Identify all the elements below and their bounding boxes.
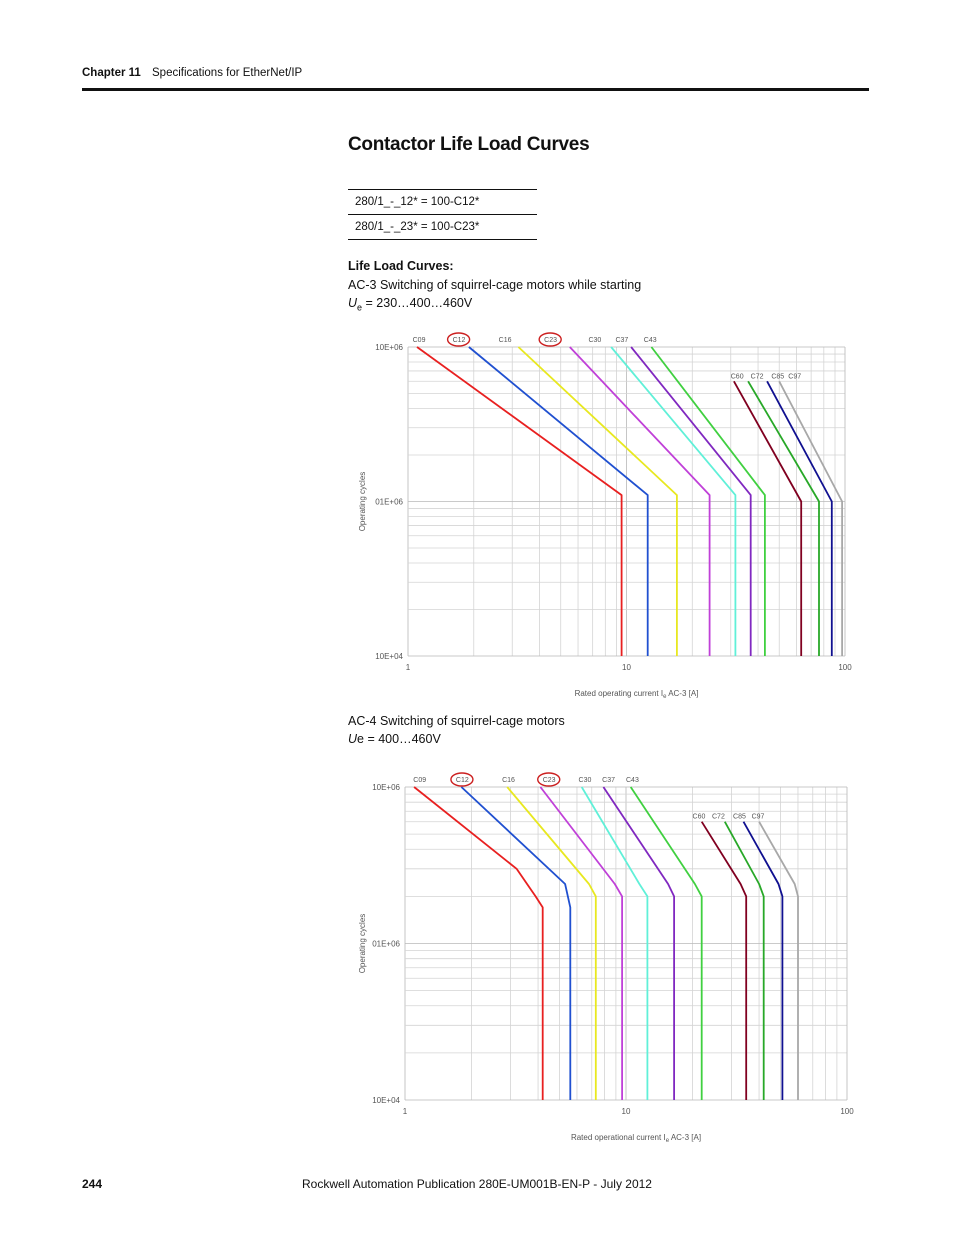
series-label-c97: C97 [751, 813, 765, 821]
ac4-caption: AC-4 Switching of squirrel-cage motors [348, 714, 565, 728]
y-tick-label: 10E+04 [375, 652, 403, 661]
series-line-c72 [725, 822, 764, 1100]
series-label-c12: C12 [452, 337, 466, 344]
series-label-c12: C12 [455, 777, 469, 784]
y-tick-label: 10E+04 [372, 1096, 400, 1105]
life-load-heading: Life Load Curves: [348, 259, 454, 273]
x-axis-label-main: Rated operational current I [570, 1133, 666, 1142]
ac3-caption: AC-3 Switching of squirrel-cage motors while starting [348, 278, 642, 292]
grid [405, 787, 847, 1100]
catalog-mapping-table [348, 189, 537, 240]
x-tick-label: 1 [405, 663, 411, 672]
x-tick-label: 10 [621, 1107, 631, 1116]
series-label-c72: C72 [712, 813, 725, 821]
series-label-c85: C85 [771, 373, 785, 381]
y-axis-label: Operating cycles [358, 471, 367, 532]
series-label-c97: C97 [788, 373, 802, 381]
series-label-c16: C16 [502, 777, 515, 784]
y-tick-label: 10E+06 [372, 783, 400, 792]
series-label-c30: C30 [588, 337, 602, 344]
x-axis-label [575, 689, 699, 700]
series-label-c37: C37 [602, 777, 615, 784]
table-cell: 280/1_-_23* = 100-C23* [348, 215, 537, 240]
ac3-voltage [348, 296, 472, 313]
header-rule [82, 88, 869, 91]
series-label-c60: C60 [692, 813, 706, 821]
voltage-subscript: e [357, 302, 363, 313]
x-axis-label-sub: e [665, 1138, 670, 1143]
voltage-symbol: U [348, 732, 358, 746]
ac4-voltage [348, 732, 441, 749]
ac3-life-load-chart [355, 330, 860, 705]
x-axis-label-sub: e [663, 694, 667, 700]
series-label-c09: C09 [413, 777, 427, 784]
series-line-c60 [734, 381, 801, 656]
chapter-label: Chapter 11 [82, 67, 141, 79]
section-title: Specifications for EtherNet/IP [152, 67, 303, 79]
publication-info: Rockwell Automation Publication 280E-UM001B-EN-P - July 2012 [302, 1177, 652, 1191]
x-axis-label-tail: AC-3 [A] [669, 1133, 702, 1142]
table-row [348, 190, 537, 215]
series-label-c43: C43 [643, 337, 657, 344]
series-line-c60 [702, 822, 747, 1100]
y-tick-label: 01E+06 [372, 939, 400, 949]
series-label-c16: C16 [498, 337, 512, 344]
x-tick-label: 100 [840, 1107, 854, 1116]
series-label-c09: C09 [412, 337, 426, 344]
voltage-symbol: U [348, 296, 358, 310]
series-label-c43: C43 [626, 777, 639, 784]
x-axis-label [571, 1133, 701, 1143]
x-tick-label: 1 [402, 1107, 408, 1116]
x-axis-label-tail: AC-3 [A] [666, 689, 699, 698]
y-axis-label: Operating cycles [358, 913, 367, 974]
series-line-c97 [759, 822, 798, 1100]
page-title: Contactor Life Load Curves [348, 134, 590, 155]
voltage-range: e = 400…460V [357, 732, 441, 746]
grid [408, 347, 845, 656]
y-tick-label: 10E+06 [375, 343, 403, 352]
voltage-range: = 230…400…460V [365, 296, 473, 310]
series-label-c60: C60 [730, 373, 744, 381]
series-label-c23: C23 [542, 777, 556, 784]
x-axis-label-main: Rated operating current I [574, 689, 664, 698]
page-number: 244 [82, 1177, 103, 1191]
table-cell: 280/1_-_12* = 100-C12* [348, 190, 537, 215]
table-row [348, 215, 537, 240]
series-line-c85 [767, 381, 832, 656]
x-tick-label: 100 [838, 663, 852, 672]
series-label-c37: C37 [615, 337, 629, 344]
x-tick-label: 10 [622, 663, 631, 672]
series-label-c23: C23 [544, 337, 558, 344]
y-tick-label: 01E+06 [375, 497, 403, 507]
series-label-c30: C30 [578, 777, 592, 784]
series-line-c72 [748, 381, 819, 656]
series-label-c85: C85 [733, 813, 746, 821]
ac4-life-load-chart [355, 768, 860, 1143]
series-label-c72: C72 [750, 373, 764, 381]
